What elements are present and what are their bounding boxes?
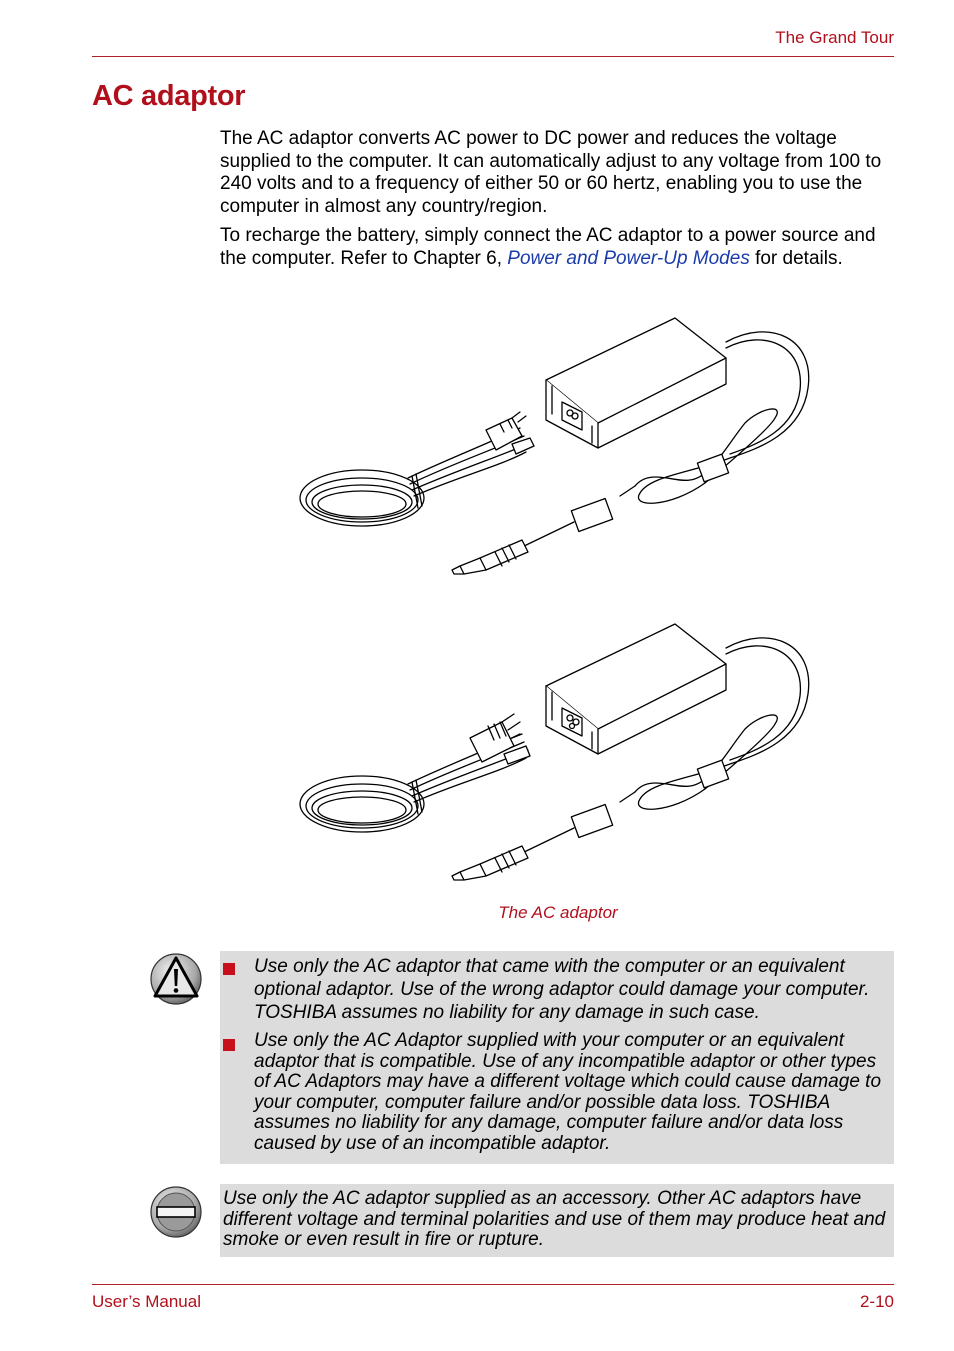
recharge-text-start: To recharge the battery, simply connect the AC adaptor to a power source and the computer. Refer to Chapter 6, [220, 225, 876, 269]
warning-item-text: Use only the AC Adaptor supplied with your computer or an equivalent adaptor that is compatible. Use of any incompatible adaptor or other types of AC Adaptors may have a different voltage which could cause damage to your computer, computer failure and/or possible data loss. TOSHIBA assumes no liability for any damage, computer failure and/or data loss caused by use of an incompatible adaptor. [254, 1030, 882, 1154]
chapter-link[interactable]: Power and Power-Up Modes [507, 247, 750, 269]
page-number: 2-10 [859, 1292, 894, 1311]
caution-note [220, 1184, 894, 1257]
section-title: AC adaptor [92, 80, 246, 112]
warning-note [220, 951, 894, 1164]
figure-caption: The AC adaptor [498, 903, 618, 922]
bullet-square-icon [223, 1039, 235, 1051]
recharge-paragraph [220, 225, 896, 270]
footer-manual-title: User’s Manual [92, 1292, 201, 1311]
footer-rule [92, 1284, 894, 1285]
caution-text: Use only the AC adaptor supplied as an accessory. Other AC adaptors have different voltage and terminal polarities and use of them may produce heat and smoke or even result in fire or rupture. [223, 1188, 886, 1250]
running-head: The Grand Tour [775, 28, 894, 47]
warning-item-text: Use only the AC adaptor that came with the computer or an equivalent optional adaptor. Use of the wrong adaptor could damage your computer. TOSHIBA assumes no liability for any damage in such case. [254, 956, 870, 1023]
bullet-square-icon [223, 963, 235, 975]
recharge-text-end: for details. [749, 247, 843, 269]
ac-adaptor-illustration-2pin [290, 308, 830, 588]
intro-paragraph: The AC adaptor converts AC power to DC power and reduces the voltage supplied to the computer. It can automatically adjust to any voltage from 100 to 240 volts and to a frequency of either 50 or 60 hertz, enabling you to use the computer in almost any country/region. [220, 128, 882, 217]
header-rule [92, 56, 894, 57]
ac-adaptor-illustration-3pin [290, 614, 830, 894]
no-entry-icon [149, 1185, 203, 1239]
warning-triangle-icon [149, 952, 203, 1006]
